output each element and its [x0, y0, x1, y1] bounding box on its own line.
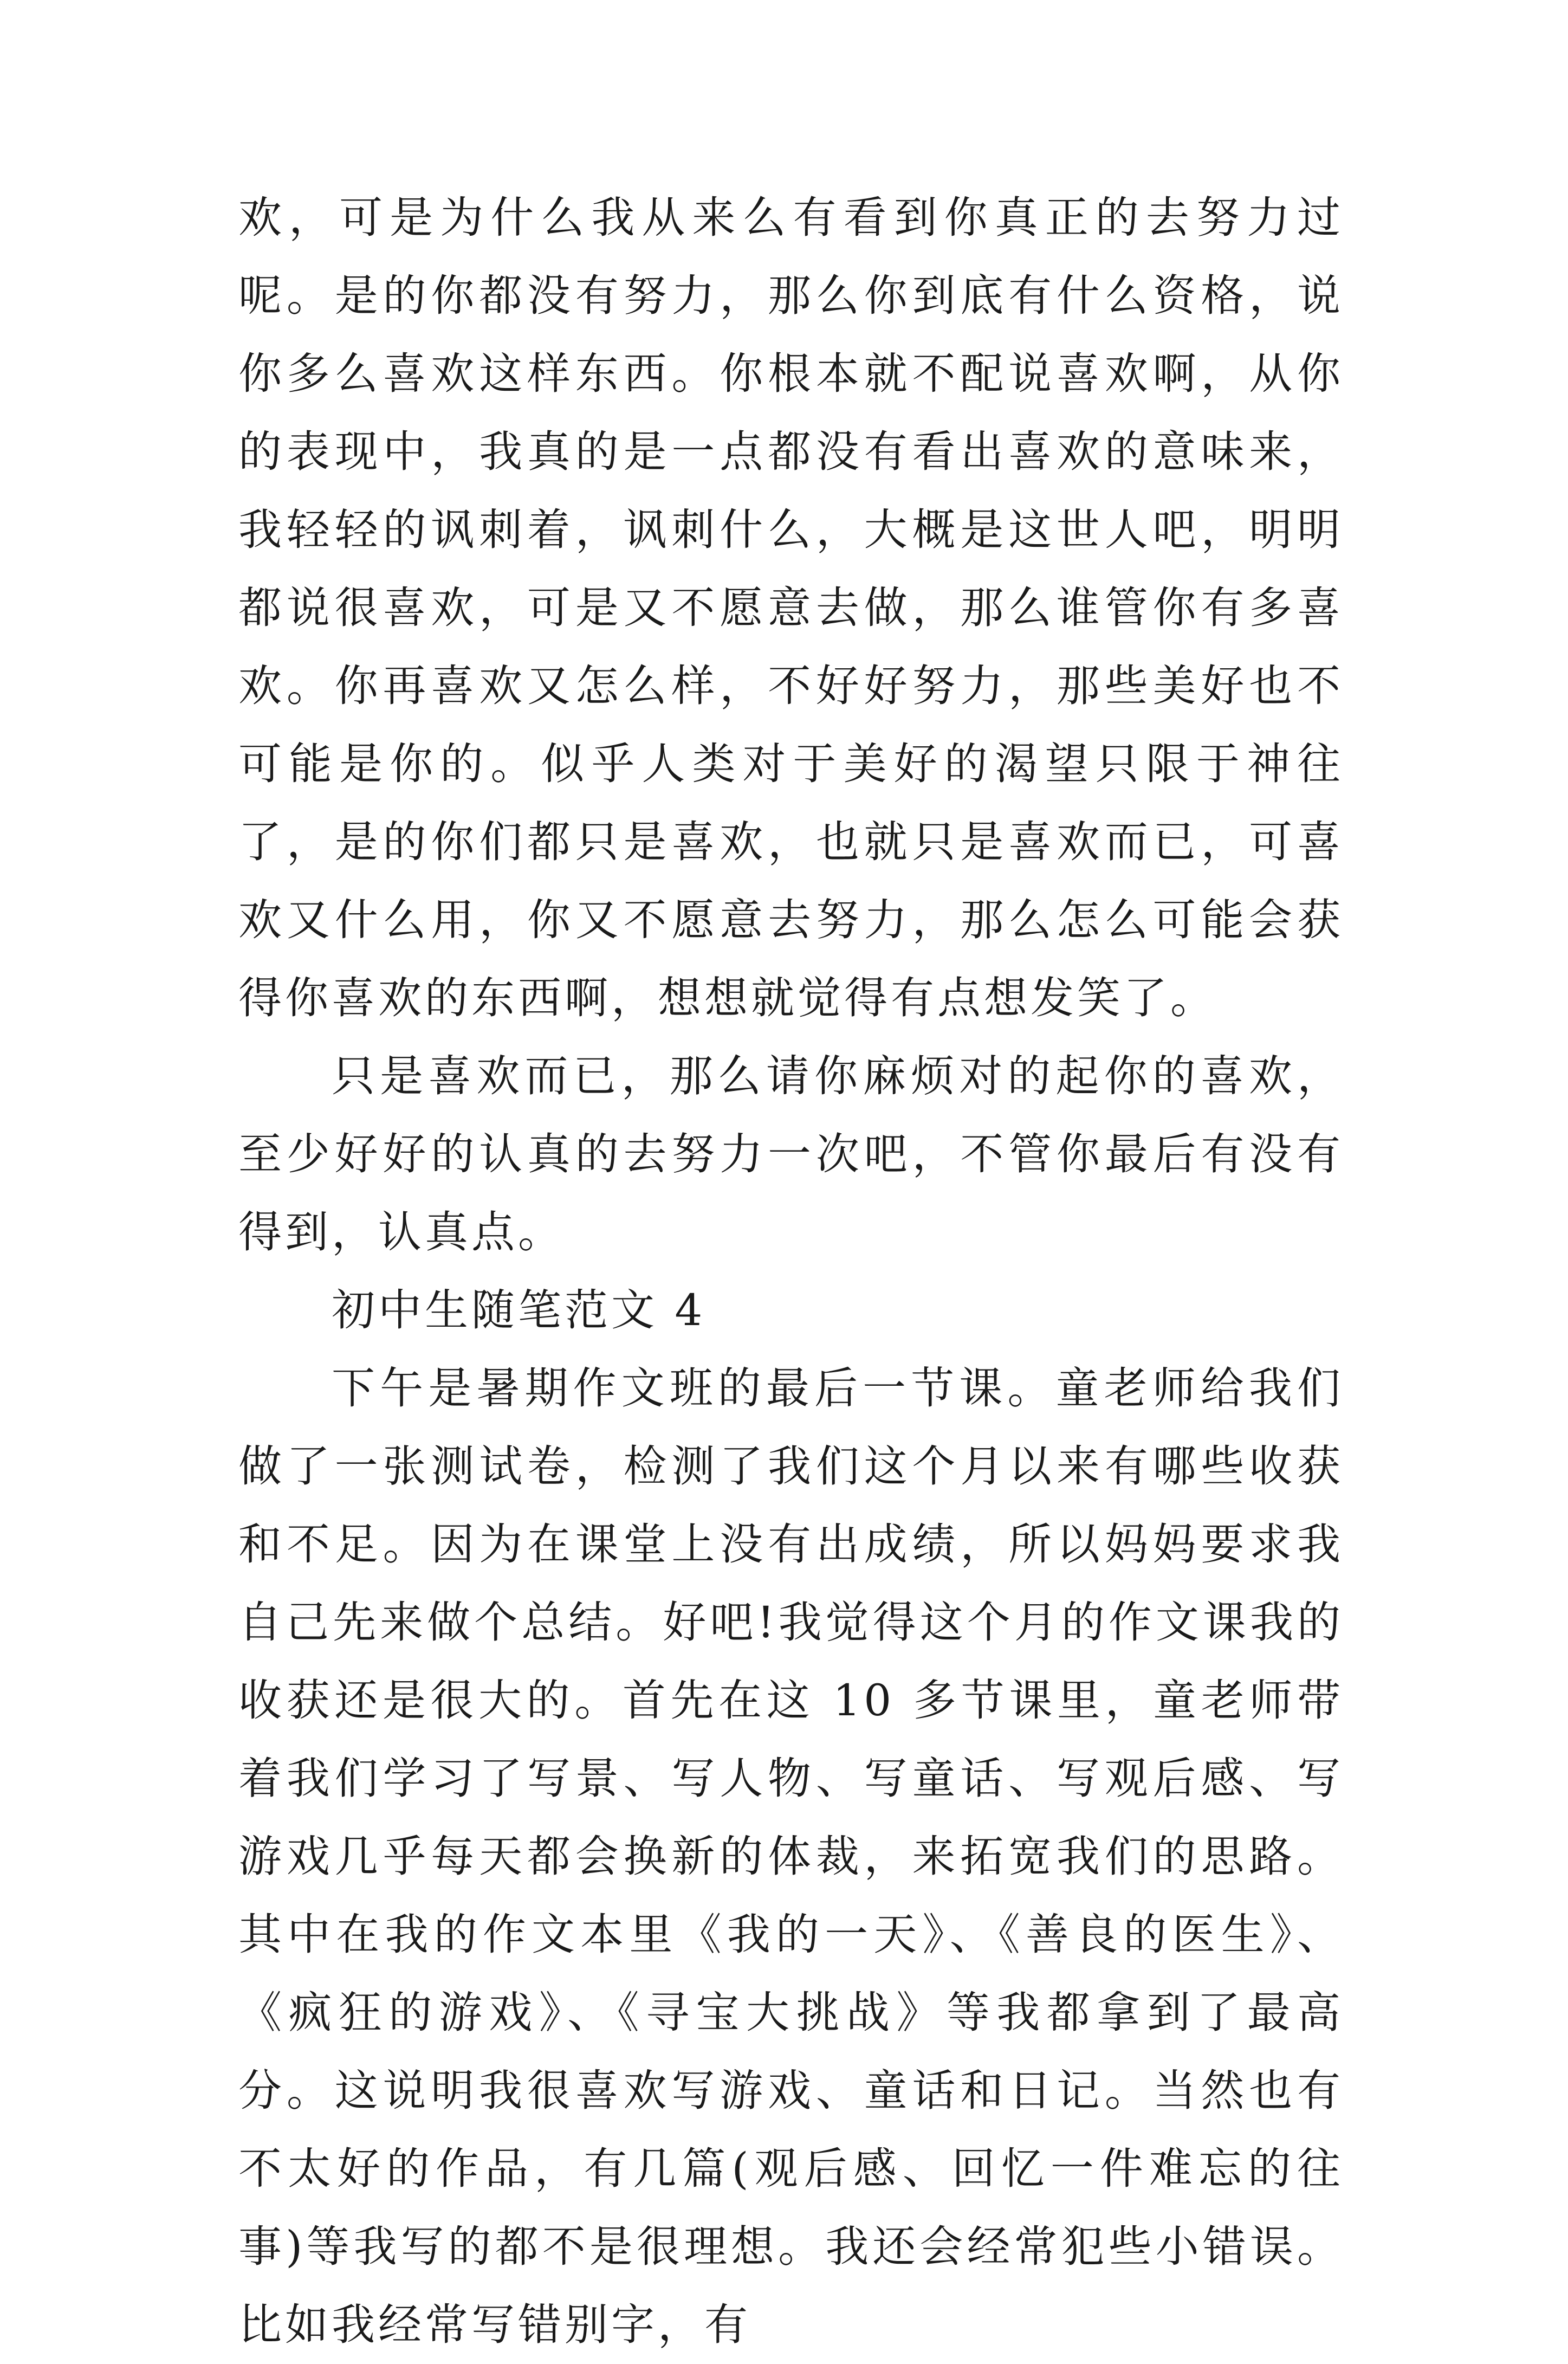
- document-body: [238, 179, 1344, 2364]
- paragraph-essay-4: 下午是暑期作文班的最后一节课。童老师给我们做了一张测试卷，检测了我们这个月以来有哪些收获和不足。因为在课堂上没有出成绩，所以妈妈要求我自己先来做个总结。好吧!我觉得这个月的作文课我的收获还是很大的。首先在这 10 多节课里，童老师带着我们学习了写景、写人物、写童话、写观后感、写游戏几乎每天都会换新的体裁，来拓宽我们的思路。其中在我的作文本里《我的一天》、《善良的医生》、《疯狂的游戏》、《寻宝大挑战》等我都拿到了最高分。这说明我很喜欢写游戏、童话和日记。当然也有不太好的作品，有几篇(观后感、回忆一件难忘的往事)等我写的都不是很理想。我还会经常犯些小错误。比如我经常写错别字，有: [238, 1363, 1344, 2350]
- paragraph-continuation: 欢，可是为什么我从来么有看到你真正的去努力过呢。是的你都没有努力，那么你到底有什么资格，说你多么喜欢这样东西。你根本就不配说喜欢啊，从你的表现中，我真的是一点都没有看出喜欢的意味来，我轻轻的讽刺着，讽刺什么，大概是这世人吧，明明都说很喜欢，可是又不愿意去做，那么谁管你有多喜欢。你再喜欢又怎么样，不好好努力，那些美好也不可能是你的。似乎人类对于美好的渴望只限于神往了，是的你们都只是喜欢，也就只是喜欢而已，可喜欢又什么用，你又不愿意去努力，那么怎么可能会获得你喜欢的东西啊，想想就觉得有点想发笑了。: [238, 192, 1344, 1023]
- paragraph-only-like: 只是喜欢而已，那么请你麻烦对的起你的喜欢，至少好好的认真的去努力一次吧，不管你最后有没有得到，认真点。: [238, 1051, 1344, 1257]
- section-heading: 初中生随笔范文 4: [332, 1285, 706, 1335]
